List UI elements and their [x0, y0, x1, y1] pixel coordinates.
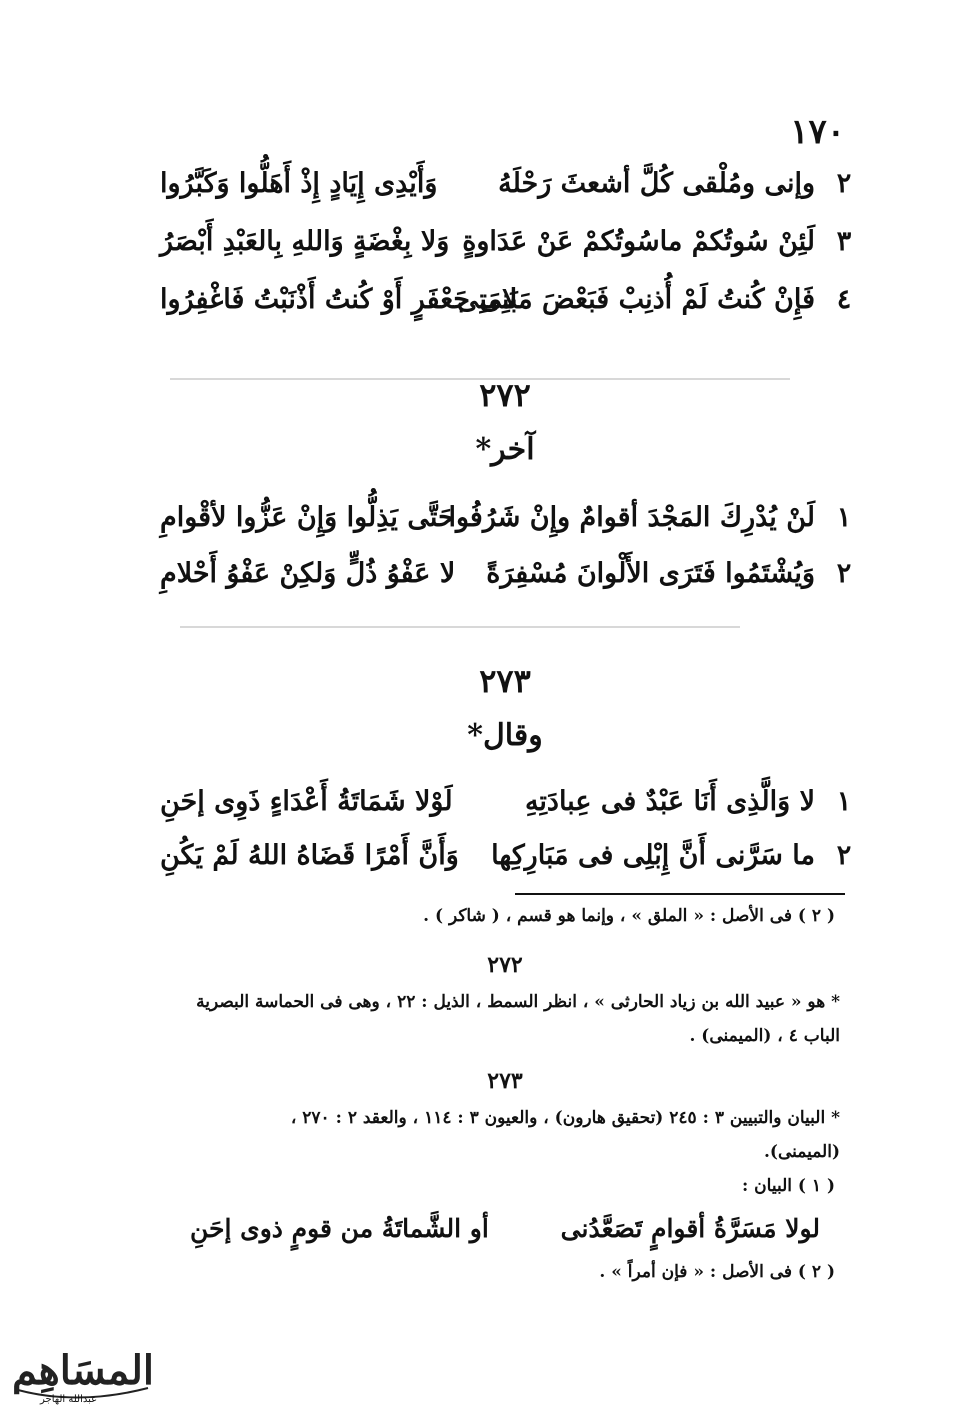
first-hemistich: ما سَرَّنى أَنَّ إِبْلِى فى مَبَارِكِها	[491, 840, 815, 871]
verse-line	[160, 226, 855, 274]
section-number-272: ٢٧٢	[479, 376, 531, 414]
verse-number: ٤	[836, 284, 852, 315]
first-hemistich: لَئِنْ سُوتُكمْ ماسُوتُكمْ عَنْ عَدَاوةٍ	[462, 226, 815, 257]
second-hemistich: حَتَّى يَذِلُّوا وَإِنْ عَزُّوا لأقْوامِ	[160, 502, 455, 533]
second-hemistich: وَأَيْدِى إِيَادٍ إِذْ أَهَلُّوا وَكَبَّرُوا	[160, 168, 438, 199]
verse-line	[160, 284, 855, 332]
verse-line	[160, 558, 855, 606]
section-title-273: وقال*	[467, 718, 543, 753]
first-hemistich: وَيُشْتَمُوا فَتَرَى الأَلْوانَ مُسْفِرَةً	[486, 558, 815, 589]
first-hemistich: فَإِنْ كُنتُ لَمْ أُذنِبْ فَبَعْضَ مَلامَتِى	[456, 284, 815, 315]
verse-number: ١	[836, 786, 852, 817]
section-number-273: ٢٧٣	[479, 662, 531, 700]
verse-line	[160, 168, 855, 216]
footnote-2: ( ٢ ) فى الأصل : « الملق » ، وإنما هو قسم ، ( شاكر ) .	[423, 906, 835, 926]
first-hemistich: لَنْ يُدْرِكَ المَجْدَ أقوامٌ وإِنْ شَرُفُوا	[448, 502, 815, 533]
verse-line	[160, 786, 855, 834]
page-number: ١٧٠	[790, 112, 845, 152]
second-hemistich: وَأَنَّ أَمْرًا قَضَاهُ اللهُ لَمْ يَكُنِ	[160, 840, 459, 871]
section-title-272: آخر*	[475, 432, 535, 467]
footnote-273-note1: ( ١ ) البيان :	[741, 1176, 835, 1196]
footnote-verse-first-hemistich: لولا مَسَرَّةُ أقوامٍ تَصَعَّدُنى	[560, 1214, 820, 1243]
stamp-subtext: عبدالله الهاجر	[40, 1394, 98, 1405]
footnote-verse-second-hemistich: أو الشَّماتَةُ من قومٍ ذوى إحَنِ	[190, 1214, 489, 1243]
stamp-text: المسَاهِم	[11, 1347, 155, 1394]
footnote-heading-273: ٢٧٣	[487, 1068, 523, 1094]
footnote-273-note2: ( ٢ ) فى الأصل : « فإن أمراً » .	[599, 1262, 835, 1282]
verse-number: ٢	[836, 168, 852, 199]
second-hemistich: بَنِى جَعْفَرٍ أَوْ كُنتُ أَذْنَبْتُ فَاغْفِرُوا	[160, 284, 518, 315]
footnote-272-line1: * هو « عبيد الله بن زياد الحارثى » ، انظر السمط ، الذيل : ٢٢ ، وهى فى الحماسة البصرية	[196, 992, 840, 1012]
verse-number: ١	[836, 502, 852, 533]
footnote-heading-272: ٢٧٢	[487, 952, 523, 978]
verse-number: ٢	[836, 840, 852, 871]
footnote-separator-rule	[515, 893, 845, 895]
bleed-through-mark	[180, 626, 740, 628]
footnote-273-line2: (الميمنى).	[764, 1142, 840, 1162]
verse-number: ٢	[836, 558, 852, 589]
verse-number: ٣	[836, 226, 852, 257]
first-hemistich: وإنى ومُلْقى كُلَّ أشعثَ رَحْلَهُ	[498, 168, 815, 199]
second-hemistich: لا عَفْوُ ذُلٍّ وَلكِنْ عَفْوُ أَحْلامِ	[160, 558, 456, 589]
first-hemistich: لا وَالَّذِى أَنَا عَبْدٌ فى عِبادَتِهِ	[524, 786, 815, 817]
footnote-272-line2: الباب ٤ ، (الميمنى) .	[689, 1026, 840, 1046]
second-hemistich: وَلا بِغْضَةٍ وَاللهِ بِالعَبْدِ أَبْصَرُ	[160, 226, 450, 257]
footnote-273-line1: * البيان والتبيين ٣ : ٢٤٥ (تحقيق هارون) ، والعيون ٣ : ١١٤ ، والعقد ٢ : ٢٧٠ ،	[290, 1108, 840, 1128]
verse-line	[160, 840, 855, 888]
second-hemistich: لَوْلا شَمَاتَةُ أَعْدَاءٍ ذَوِى إحَنِ	[160, 786, 453, 817]
verse-line	[160, 502, 855, 550]
